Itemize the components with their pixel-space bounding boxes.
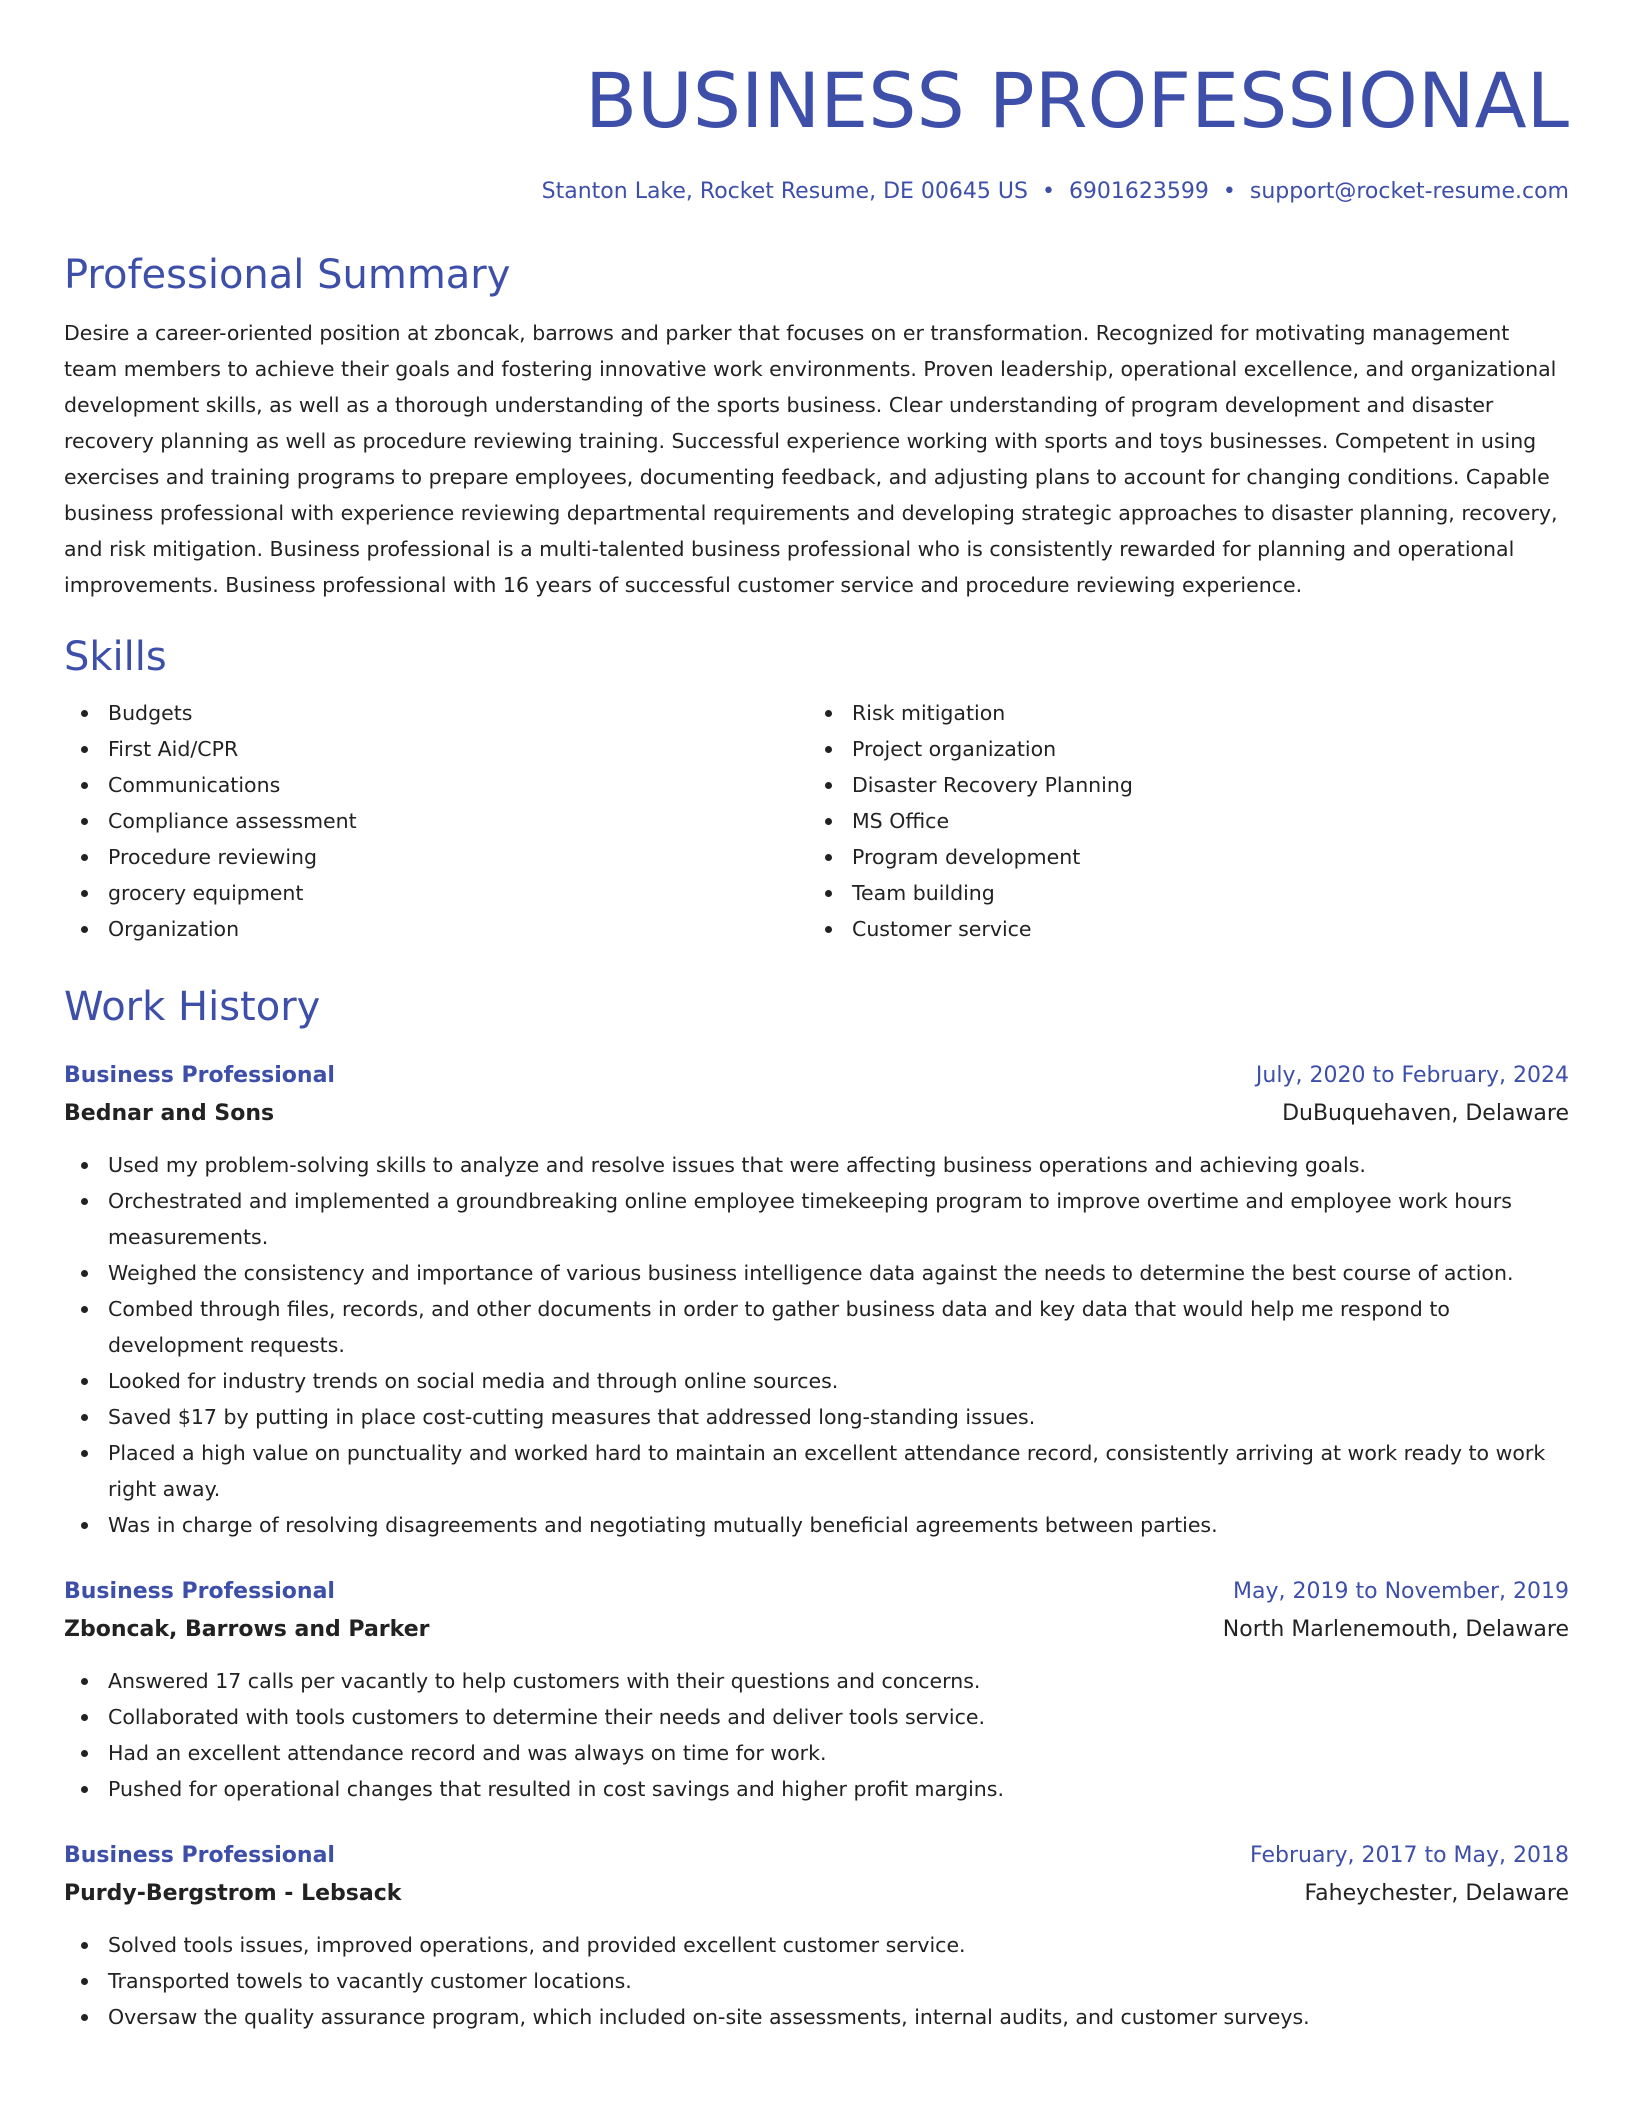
skills-column-left: [64, 695, 808, 947]
section-title-work-history: Work History: [64, 984, 321, 1030]
skill-item: First Aid/CPR: [108, 731, 808, 767]
contact-separator: •: [1041, 179, 1055, 204]
job-bullet: Saved $17 by putting in place cost-cutting measures that addressed long-standing issues.: [108, 1399, 1569, 1435]
job-location: DuBuquehaven, Delaware: [1282, 1101, 1569, 1126]
job-location: North Marlenemouth, Delaware: [1222, 1617, 1569, 1642]
contact-email[interactable]: support@rocket-resume.com: [1249, 179, 1569, 204]
job-bullet: Placed a high value on punctuality and worked hard to maintain an excellent attendance record, consistently arriving at work ready to work right away.: [108, 1435, 1569, 1507]
job-header: [64, 1837, 1569, 1875]
skill-item: Organization: [108, 911, 808, 947]
job-bullet: Solved tools issues, improved operations, and provided excellent customer service.: [108, 1927, 1569, 1963]
candidate-name: BUSINESS PROFESSIONAL: [584, 56, 1569, 145]
contact-phone: 6901623599: [1068, 179, 1209, 204]
skills-column-right: [808, 695, 1552, 947]
job-bullet: Collaborated with tools customers to determine their needs and deliver tools service.: [108, 1699, 1569, 1735]
job-subheader: [64, 1095, 1569, 1133]
job-bullet: Pushed for operational changes that resulted in cost savings and higher profit margins.: [108, 1771, 1569, 1807]
job-header: [64, 1573, 1569, 1611]
job-dates: February, 2017 to May, 2018: [1250, 1843, 1569, 1868]
job-bullet: Had an excellent attendance record and was always on time for work.: [108, 1735, 1569, 1771]
job-subheader: [64, 1875, 1569, 1913]
job-company: Zboncak, Barrows and Parker: [64, 1617, 430, 1642]
skill-item: Procedure reviewing: [108, 839, 808, 875]
summary-text: Desire a career-oriented position at zboncak, barrows and parker that focuses on er transformation. Recognized for motivating management team members to achieve their goals and fostering innovative work environments. Proven leadership, operational excellence, and organizational development skills, as well as a thorough understanding of the sports business. Clear understanding of program development and disaster recovery planning as well as procedure reviewing training. Successful experience working with sports and toys businesses. Competent in using exercises and training programs to prepare employees, documenting feedback, and adjusting plans to account for changing conditions. Capable business professional with experience reviewing departmental requirements and developing strategic approaches to disaster planning, recovery, and risk mitigation. Business professional is a multi-talented business professional who is consistently rewarded for planning and operational improvements. Business professional with 16 years of successful customer service and procedure reviewing experience.: [64, 321, 1558, 597]
contact-address: Stanton Lake, Rocket Resume, DE 00645 US: [541, 179, 1028, 204]
job-bullets: [64, 1927, 1569, 2035]
job-bullets: [64, 1147, 1569, 1543]
job-dates: May, 2019 to November, 2019: [1233, 1579, 1569, 1604]
job-bullet: Was in charge of resolving disagreements and negotiating mutually beneficial agreements between parties.: [108, 1507, 1569, 1543]
skill-item: Program development: [852, 839, 1552, 875]
job-bullet: Combed through files, records, and other documents in order to gather business data and key data that would help me respond to development requests.: [108, 1291, 1569, 1363]
job-bullet: Answered 17 calls per vacantly to help customers with their questions and concerns.: [108, 1663, 1569, 1699]
contact-line: [64, 177, 1569, 207]
job-entry: [64, 1057, 1569, 1543]
job-entry: [64, 1837, 1569, 2035]
contact-separator: •: [1222, 179, 1236, 204]
job-dates: July, 2020 to February, 2024: [1255, 1063, 1569, 1088]
skill-item: MS Office: [852, 803, 1552, 839]
job-bullet: Oversaw the quality assurance program, which included on-site assessments, internal audits, and customer surveys.: [108, 1999, 1569, 2035]
job-bullet: Used my problem-solving skills to analyze and resolve issues that were affecting business operations and achieving goals.: [108, 1147, 1569, 1183]
skill-item: Compliance assessment: [108, 803, 808, 839]
job-role: Business Professional: [64, 1579, 335, 1604]
job-role: Business Professional: [64, 1063, 335, 1088]
job-bullet: Looked for industry trends on social media and through online sources.: [108, 1363, 1569, 1399]
job-location: Faheychester, Delaware: [1304, 1881, 1569, 1906]
section-title-summary: Professional Summary: [64, 252, 511, 298]
skill-item: Communications: [108, 767, 808, 803]
skill-item: Disaster Recovery Planning: [852, 767, 1552, 803]
job-role: Business Professional: [64, 1843, 335, 1868]
job-company: Purdy-Bergstrom - Lebsack: [64, 1881, 402, 1906]
skill-item: Budgets: [108, 695, 808, 731]
skill-item: Risk mitigation: [852, 695, 1552, 731]
skill-item: Team building: [852, 875, 1552, 911]
job-entry: [64, 1573, 1569, 1807]
skills-list: [64, 695, 1569, 947]
skill-item: Project organization: [852, 731, 1552, 767]
resume-page: [64, 0, 1569, 2035]
skill-item: grocery equipment: [108, 875, 808, 911]
section-title-skills: Skills: [64, 634, 167, 680]
job-bullets: [64, 1663, 1569, 1807]
job-subheader: [64, 1611, 1569, 1649]
job-bullet: Weighed the consistency and importance of various business intelligence data against the needs to determine the best course of action.: [108, 1255, 1569, 1291]
job-bullet: Transported towels to vacantly customer locations.: [108, 1963, 1569, 1999]
job-header: [64, 1057, 1569, 1095]
job-company: Bednar and Sons: [64, 1101, 275, 1126]
job-bullet: Orchestrated and implemented a groundbreaking online employee timekeeping program to improve overtime and employee work hours measurements.: [108, 1183, 1569, 1255]
skill-item: Customer service: [852, 911, 1552, 947]
